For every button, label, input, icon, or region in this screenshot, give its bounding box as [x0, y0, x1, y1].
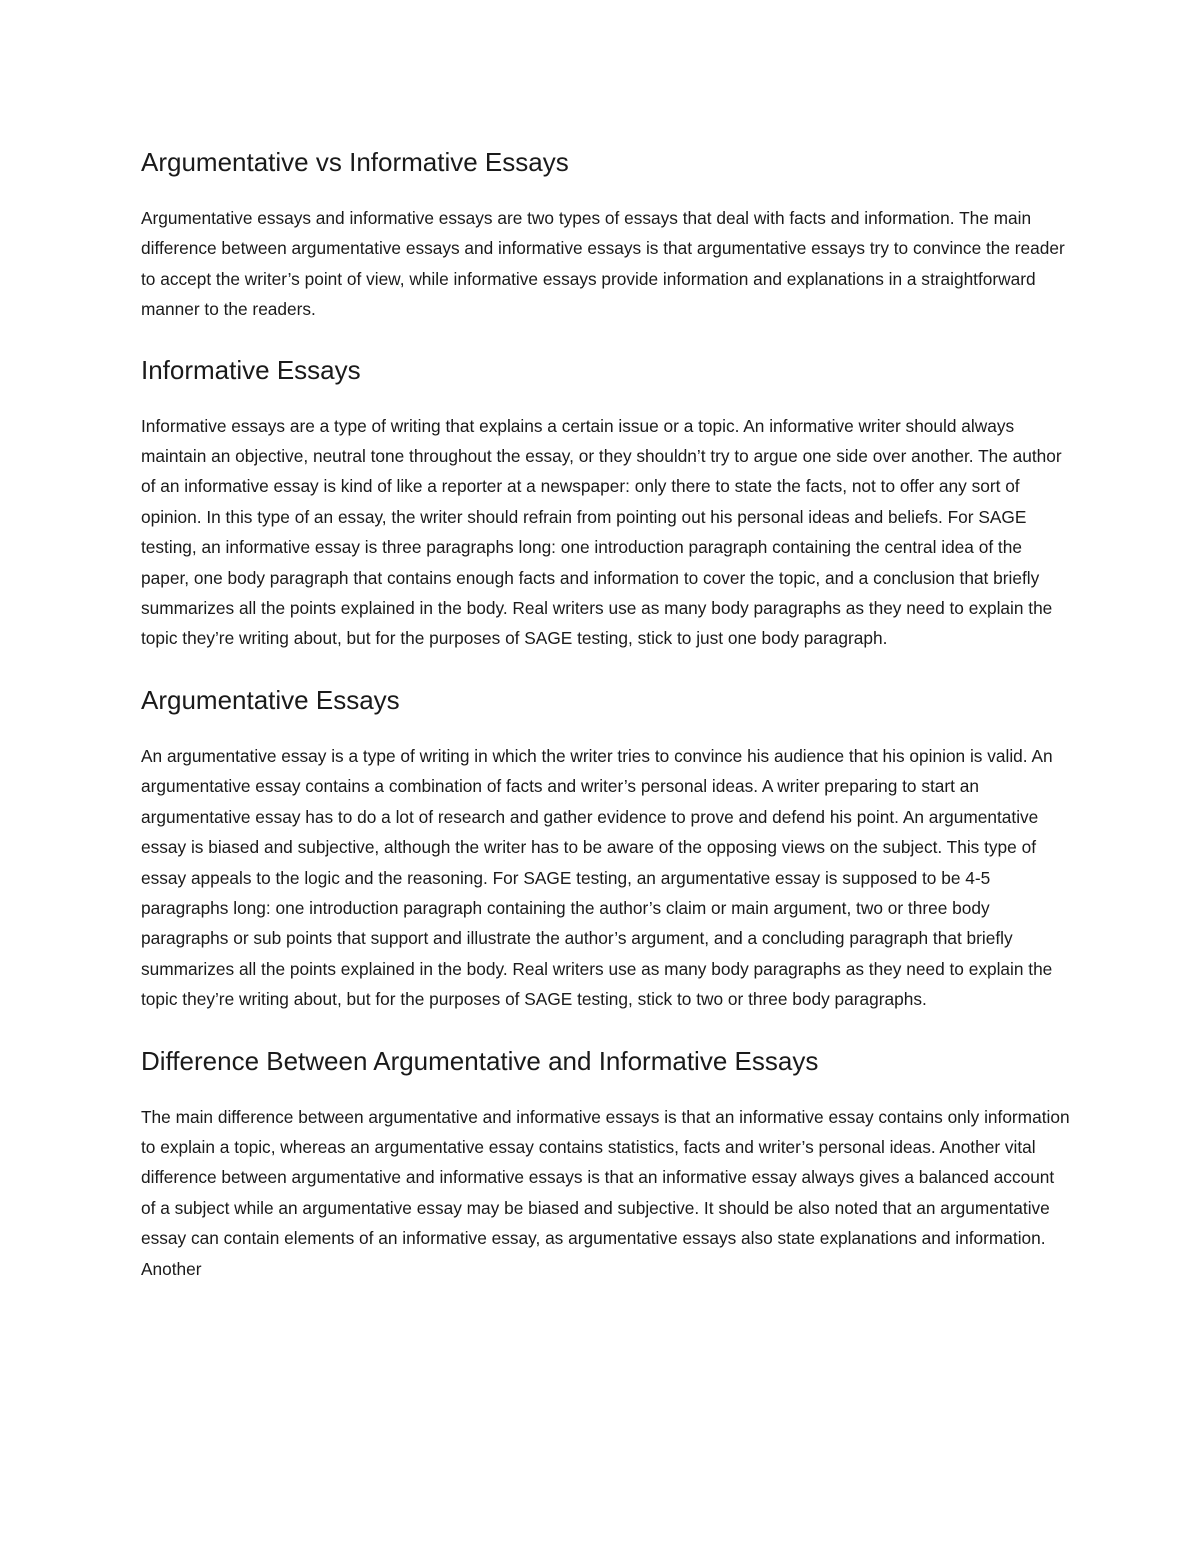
section-heading: Informative Essays [141, 354, 361, 385]
section-argumentative-vs-informative [141, 140, 1071, 325]
section-heading: Difference Between Argumentative and Informative Essays [141, 1045, 819, 1076]
document-page [141, 140, 1071, 1284]
section-difference [141, 1039, 1071, 1284]
section-paragraph: An argumentative essay is a type of writing in which the writer tries to convince his audience that his opinion is valid. An argumentative essay contains a combination of facts and writer’s personal ideas. A writer preparing to start an argumentative essay has to do a lot of research and gather evidence to prove and defend his point. An argumentative essay is biased and subjective, although the writer has to be aware of the opposing views on the subject. This type of essay appeals to the logic and the reasoning. For SAGE testing, an argumentative essay is supposed to be 4-5 paragraphs long: one introduction paragraph containing the author’s claim or main argument, two or three body paragraphs or sub points that support and illustrate the author’s argument, and a concluding paragraph that briefly summarizes all the points explained in the body. Real writers use as many body paragraphs as they need to explain the topic they’re writing about, but for the purposes of SAGE testing, stick to two or three body paragraphs. [141, 745, 1053, 1010]
section-paragraph: Informative essays are a type of writing that explains a certain issue or a topic. An informative writer should always maintain an objective, neutral tone throughout the essay, or they shouldn’t try to argue one side over another. The author of an informative essay is kind of like a reporter at a newspaper: only there to state the facts, not to offer any sort of opinion. In this type of an essay, the writer should refrain from pointing out his personal ideas and beliefs. For SAGE testing, an informative essay is three paragraphs long: one introduction paragraph containing the central idea of the paper, one body paragraph that contains enough facts and information to cover the topic, and a conclusion that briefly summarizes all the points explained in the body. Real writers use as many body paragraphs as they need to explain the topic they’re writing about, but for the purposes of SAGE testing, stick to just one body paragraph. [141, 415, 1062, 649]
section-paragraph: The main difference between argumentative and informative essays is that an informative essay contains only information to explain a topic, whereas an argumentative essay contains statistics, facts and writer’s personal ideas. Another vital difference between argumentative and informative essays is that an informative essay always gives a balanced account of a subject while an argumentative essay may be biased and subjective. It should be also noted that an argumentative essay can contain elements of an informative essay, as argumentative essays also state explanations and information. Another [141, 1106, 1070, 1279]
section-heading: Argumentative Essays [141, 684, 400, 715]
intro-paragraph: Argumentative essays and informative essays are two types of essays that deal with facts and information. The main difference between argumentative essays and informative essays is that argumentative essays try to convince the reader to accept the writer’s point of view, while informative essays provide information and explanations in a straightforward manner to the readers. [141, 208, 1065, 320]
section-argumentative-essays [141, 678, 1071, 1015]
section-informative-essays [141, 348, 1071, 654]
document-title: Argumentative vs Informative Essays [141, 147, 569, 177]
